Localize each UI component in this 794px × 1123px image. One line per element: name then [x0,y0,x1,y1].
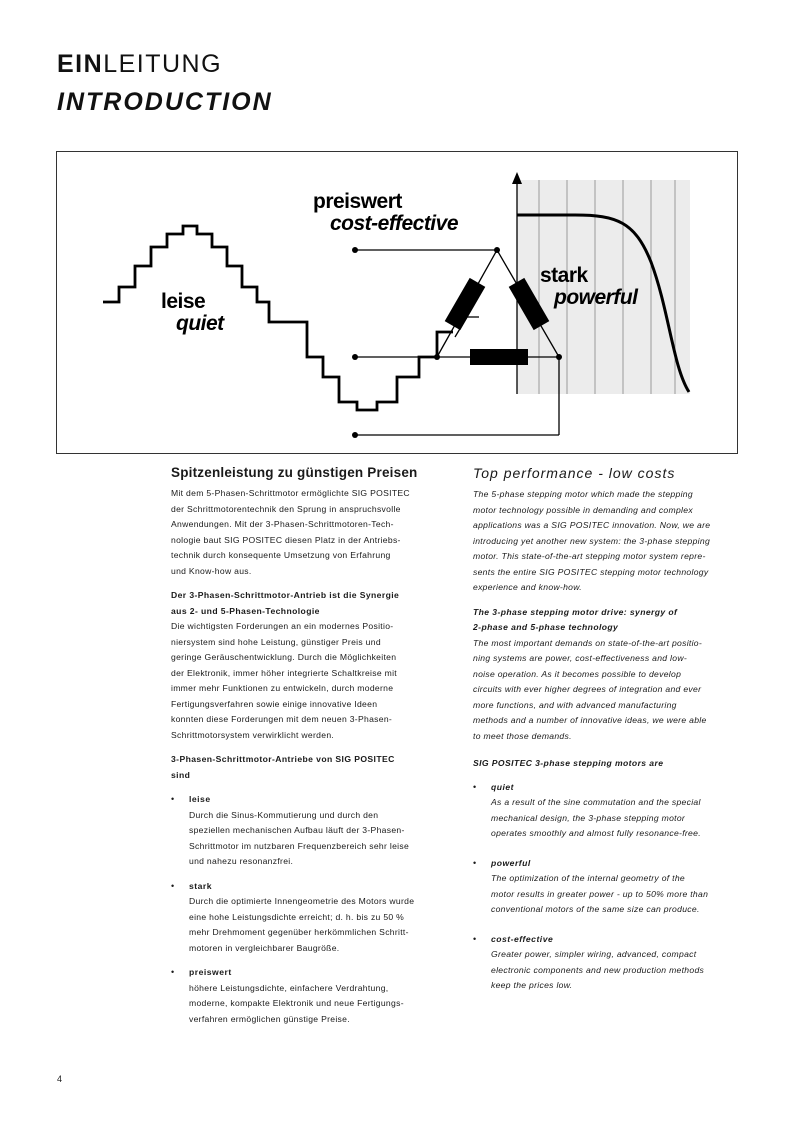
english-intro-line: experience and know-how. [473,582,582,592]
german-intro-line: und Know-how aus. [171,565,252,576]
german-bullet-leise [171,792,439,870]
english-subheading-2-line: SIG POSITEC 3-phase stepping motors are [473,758,664,768]
english-intro [473,487,743,596]
english-intro-line: The 5-phase stepping motor which made the stepping [473,489,693,499]
german-intro-line: technik durch konsequente Umsetzung von Erfahrung [171,550,391,560]
english-subheading-1 [473,605,743,636]
english-para-line: The most important demands on state-of-the-art positio- [473,637,703,648]
label-powerful: powerful [554,286,638,309]
german-heading: Spitzenleistung zu günstigen Preisen [171,465,418,480]
english-subheading-2 [473,756,743,772]
german-para-line: geringe Geräuschentwicklung. Durch die Möglichkeiten [171,652,397,662]
page-title-de-bold: EIN [57,50,104,78]
label-preiswert: preiswert [313,190,402,213]
german-para-line: immer mehr Funktionen zu entwickeln, durch moderne [171,683,394,693]
german-para-line: niersystem sind hohe Leistung, günstiger Preis und [171,636,381,647]
label-leise: leise [161,290,206,313]
english-intro-line: motor. This state-of-the-art stepping motor system repre- [473,551,706,561]
german-subheading-1-line: aus 2- und 5-Phasen-Technologie [171,605,320,616]
page-number: 4 [57,1074,63,1084]
english-bullet-quiet [473,780,743,842]
bullet-line: keep the prices low. [491,980,573,990]
bullet-line: verfahren ermöglichen günstige Preise. [189,1013,350,1024]
bullet-line: moderne, kompakte Elektronik und neue Fertigungs- [189,998,404,1008]
german-intro-line: Mit dem 5-Phasen-Schrittmotor ermöglichte SIG POSITEC [171,488,410,498]
torque-chart-panel [512,172,690,394]
stepped-sine-wave [103,226,453,410]
label-cost-effective: cost-effective [330,212,459,235]
bullet-title: stark [189,880,213,891]
label-quiet: quiet [176,312,224,335]
label-stark: stark [540,264,588,287]
english-intro-line: motor technology possible in demanding and complex [473,504,693,515]
bullet-title: powerful [491,857,531,868]
bullet-icon: • [473,781,477,792]
german-para-line: Fertigungsverfahren sowie einige innovative Ideen [171,698,378,709]
german-intro-line: Anwendungen. Mit der 3-Phasen-Schrittmotoren-Tech- [171,519,394,529]
english-intro-line: applications was a SIG POSITEC innovation. Now, we are [473,520,711,530]
english-para-line: methods and a number of innovative ideas, we were able [473,715,707,725]
bullet-line: Durch die Sinus-Kommutierung und durch den [189,809,379,820]
english-bullet-cost-effective [473,932,743,994]
german-subheading-1 [171,588,439,619]
bullet-icon: • [171,967,175,977]
page-title-de-rest: LEITUNG [103,50,223,78]
bullet-line: und nahezu resonanzfrei. [189,856,294,866]
page-title-en: INTRODUCTION [57,88,273,116]
bullet-icon: • [473,933,477,944]
german-subheading-1-line: Der 3-Phasen-Schrittmotor-Antrieb ist die Synergie [171,590,400,600]
english-column [473,465,743,994]
german-para-line: der Elektronik, immer höher integrierte Schaltkreise mit [171,667,397,678]
bullet-title: preiswert [189,967,232,977]
bullet-line: höhere Leistungsdichte, einfachere Verdrahtung, [189,982,389,993]
english-intro-line: introducing yet another new system: the 3-phase stepping [473,535,711,546]
intro-figure [56,151,738,454]
german-para-line: Die wichtigsten Forderungen an ein modernes Positio- [171,621,394,631]
bullet-line: mehr Drehmoment gegenüber herkömmlichen Schritt- [189,927,409,937]
english-para-line: more functions, and with advanced manufacturing [473,699,677,710]
german-intro-line: nologie baut SIG POSITEC diesen Platz in der Antriebs- [171,534,401,545]
german-column [171,465,439,1027]
bullet-line: motoren in vergleichbarer Baugröße. [189,942,340,953]
bullet-line: Durch die optimierte Innengeometrie des Motors wurde [189,896,415,906]
german-para-line: Schrittmotorsystem verwirklicht werden. [171,729,335,740]
bullet-line: eine hohe Leistungsdichte erreicht; d. h. bis zu 50 % [189,911,405,922]
bullet-title: cost-effective [491,933,554,944]
bullet-line: motor results in greater power - up to 50% more than [491,888,709,899]
english-para-line: circuits with ever higher degrees of integration and ever [473,684,702,694]
english-bullet-powerful [473,856,743,918]
bullet-line: The optimization of the internal geometry of the [491,873,686,883]
bullet-line: Greater power, simpler wiring, advanced, compact [491,949,697,959]
bullet-line: Schrittmotor im nutzbaren Frequenzbereich sehr leise [189,840,410,851]
german-intro [171,486,439,579]
german-para-1 [171,619,439,743]
bullet-icon: • [171,794,175,804]
english-para-line: ning systems are power, cost-effectiveness and low- [473,653,688,663]
english-heading: Top performance - low costs [473,465,676,481]
bullet-line: electronic components and new production methods [491,964,705,975]
english-para-1 [473,636,743,745]
german-subheading-2-line: sind [171,769,191,780]
english-intro-line: sents the entire SIG POSITEC stepping motor technology [473,566,709,577]
bullet-line: mechanical design, the 3-phase stepping motor [491,812,686,823]
bullet-line: As a result of the sine commutation and the special [491,797,701,807]
page-title-de [57,50,222,79]
german-para-line: konnten diese Forderungen mit dem neuen 3-Phasen- [171,714,393,724]
german-subheading-2-line: 3-Phasen-Schrittmotor-Antriebe von SIG POSITEC [171,754,395,764]
bullet-title: quiet [491,781,515,792]
bullet-line: operates smoothly and almost fully resonance-free. [491,828,701,838]
bullet-line: speziellen mechanischen Aufbau läuft der 3-Phasen- [189,825,405,835]
bullet-line: conventional motors of the same size can produce. [491,904,700,914]
bullet-icon: • [171,880,175,891]
german-intro-line: der Schrittmotorentechnik den Sprung in anspruchsvolle [171,503,401,514]
german-bullet-stark [171,879,439,957]
english-para-line: to meet those demands. [473,730,572,741]
english-subheading-1-line: The 3-phase stepping motor drive: synergy of [473,606,678,617]
english-subheading-1-line: 2-phase and 5-phase technology [473,622,619,632]
english-para-line: noise operation. As it becomes possible to develop [473,668,682,679]
bullet-title: leise [189,794,211,804]
german-bullet-preiswert [171,965,439,1027]
german-subheading-2 [171,752,439,783]
bullet-icon: • [473,857,477,868]
